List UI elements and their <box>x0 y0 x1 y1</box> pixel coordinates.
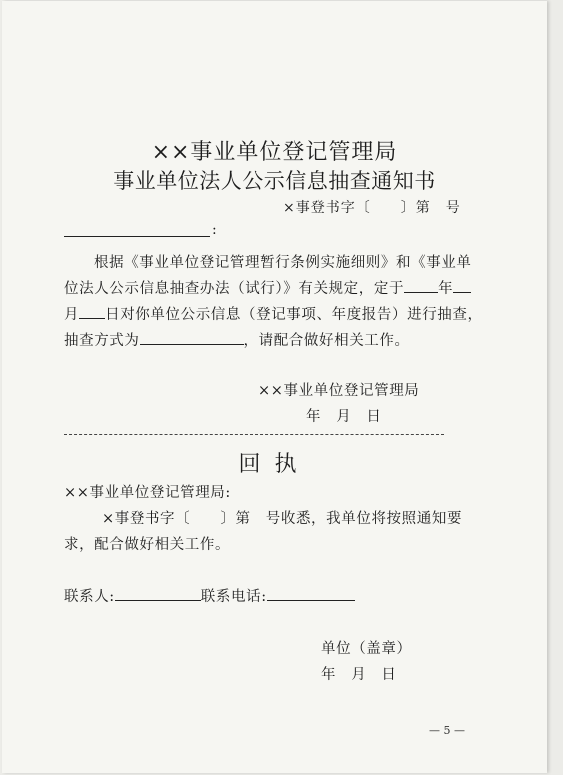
inspection-method-blank <box>140 330 244 345</box>
recipient-colon: : <box>212 222 217 238</box>
notice-title-line2: 事业单位法人公示信息抽查通知书 <box>113 169 436 193</box>
contact-label: 联系人: <box>64 589 115 605</box>
page-number: — 5 — <box>429 724 465 737</box>
notice-issuer: ××事业单位登记管理局 <box>258 383 420 399</box>
receipt-seal: 单位（盖章） <box>321 641 412 657</box>
recipient-blank <box>64 220 210 237</box>
contact-blank <box>115 586 201 601</box>
cut-line-divider <box>64 434 444 435</box>
notice-date: 年 月 日 <box>306 409 382 425</box>
receipt-date: 年 月 日 <box>321 667 397 683</box>
document-page <box>2 1 547 773</box>
notice-paragraph-line1: 根据《事业单位登记管理暂行条例实施细则》和《事业单 <box>94 255 472 271</box>
year-label: 年 <box>438 281 454 297</box>
phone-blank <box>267 586 355 601</box>
month-blank <box>79 304 105 319</box>
notice-paragraph-line3-text: 日对你单位公示信息（登记事项、年度报告）进行抽查， <box>105 307 483 323</box>
phone-label: 联系电话: <box>200 589 267 605</box>
receipt-title: 回执 <box>238 452 311 477</box>
receipt-contact-row <box>64 585 355 606</box>
year-blank <box>404 278 438 293</box>
notice-title-line1: ××事业单位登记管理局 <box>151 140 398 165</box>
notice-paragraph-line3 <box>64 303 483 324</box>
notice-doc-number: ×事登书字〔 〕第 号 <box>283 200 461 216</box>
month-label: 月 <box>64 307 80 323</box>
receipt-line2: 求，配合做好相关工作。 <box>64 537 231 553</box>
notice-paragraph-line2-text: 位法人公示信息抽查办法（试行）》有关规定，定于 <box>64 281 405 297</box>
notice-paragraph-line2 <box>64 277 471 298</box>
inspection-method-label: 抽查方式为 <box>64 333 140 349</box>
trailing-blank <box>453 278 471 293</box>
receipt-line1: ×事登书字〔 〕第 号收悉，我单位将按照通知要 <box>102 511 463 527</box>
notice-paragraph-line4-text: ，请配合做好相关工作。 <box>243 333 410 349</box>
receipt-addressee: ××事业单位登记管理局: <box>64 485 231 501</box>
notice-paragraph-line4 <box>64 329 410 350</box>
